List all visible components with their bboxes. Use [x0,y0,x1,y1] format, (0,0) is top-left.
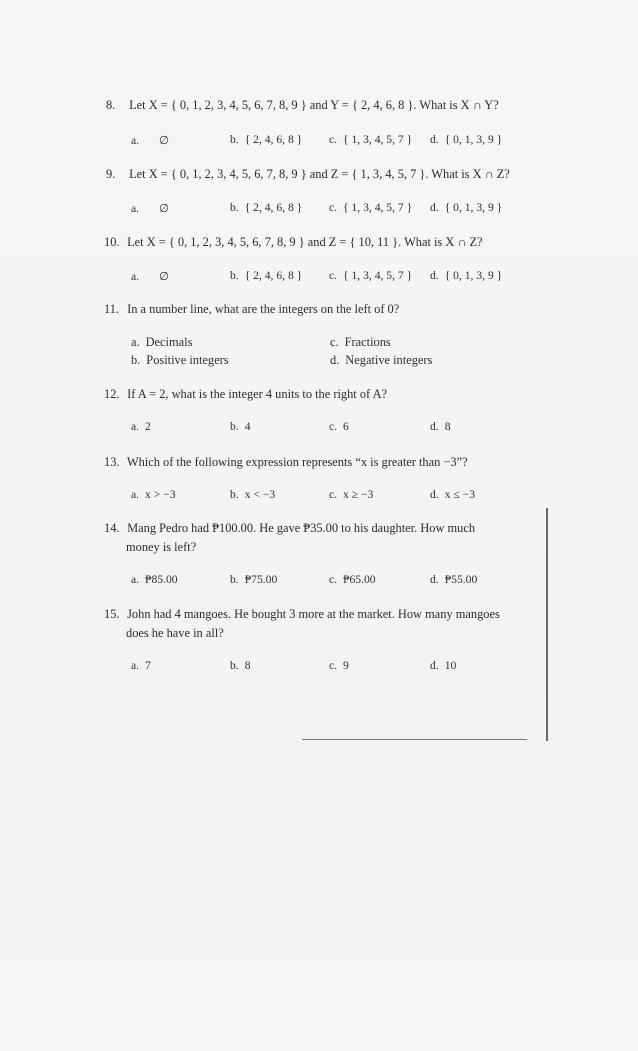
option-b[interactable] [230,268,302,284]
option-d[interactable] [430,572,477,588]
option-letter: b. [230,133,239,146]
question-12 [104,385,387,404]
option-d[interactable] [430,200,502,216]
option-letter: c. [329,659,338,672]
option-letter: d. [430,659,439,672]
option-value: { 1, 3, 4, 5, 7 } [343,201,413,214]
option-a[interactable] [131,133,169,149]
option-letter: c. [330,335,339,349]
option-letter: a. [131,270,140,283]
option-value: { 0, 1, 3, 9 } [444,133,503,146]
bottom-rule [302,739,527,740]
option-b[interactable] [230,200,302,216]
option-letter: b. [230,201,239,214]
option-value: { 0, 1, 3, 9 } [444,201,503,214]
option-d[interactable] [430,268,502,284]
question-number: 9. [106,167,116,181]
option-letter: c. [329,420,338,433]
option-value: 10 [444,659,457,672]
option-value: ∅ [159,134,170,147]
option-a[interactable] [131,201,169,217]
option-d[interactable] [430,132,502,148]
option-b[interactable] [230,658,251,674]
question-text: Which of the following expression represents “x is greater than −3”? [126,455,468,469]
option-value: Positive integers [146,353,229,367]
option-value: { 0, 1, 3, 9 } [444,269,503,282]
option-letter: b. [230,420,239,433]
option-value: ₱65.00 [343,573,376,586]
question-14 [104,519,529,557]
option-b[interactable] [230,419,251,435]
option-value: 8 [444,420,451,433]
question-13 [104,453,468,472]
option-a[interactable] [131,658,151,674]
option-b[interactable] [230,132,302,148]
option-letter: d. [430,420,439,433]
option-c[interactable] [329,132,412,148]
option-value: 4 [244,420,251,433]
option-letter: a. [131,420,140,433]
option-d[interactable] [430,658,456,674]
option-d[interactable] [330,352,432,368]
option-value: 7 [145,659,151,672]
option-a[interactable] [131,487,176,503]
option-letter: d. [430,488,439,501]
question-number: 15. [104,607,120,621]
option-letter: c. [329,133,338,146]
option-value: ₱55.00 [444,573,478,586]
option-value: ∅ [159,270,170,283]
question-text: Let X = { 0, 1, 2, 3, 4, 5, 6, 7, 8, 9 } and Z = { 10, 11 }. What is X ∩ Z? [127,235,483,249]
question-number: 13. [104,455,120,469]
question-15 [104,605,529,643]
question-text-continued: does he have in all? [126,626,224,640]
right-margin-rule [546,508,548,741]
option-value: x ≤ −3 [444,488,475,501]
option-a[interactable] [131,334,192,350]
option-value: 9 [343,659,349,672]
question-number: 10. [104,235,120,249]
option-letter: d. [430,269,439,282]
option-value: ₱85.00 [145,573,178,586]
question-11 [104,300,399,319]
option-letter: c. [329,201,338,214]
question-text: If A = 2, what is the integer 4 units to the right of A? [127,387,388,401]
option-value: { 2, 4, 6, 8 } [244,201,303,214]
option-a[interactable] [131,419,151,435]
option-c[interactable] [329,200,412,216]
option-value: ₱75.00 [244,573,278,586]
option-value: { 2, 4, 6, 8 } [244,269,303,282]
question-text: John had 4 mangoes. He bought 3 more at the market. How many mangoes [127,607,500,621]
option-c[interactable] [330,334,391,350]
option-b[interactable] [230,487,275,503]
option-letter: a. [131,573,140,586]
question-text-continued: money is left? [126,540,197,554]
option-letter: a. [131,335,140,349]
question-text: Let X = { 0, 1, 2, 3, 4, 5, 6, 7, 8, 9 } and Y = { 2, 4, 6, 8 }. What is X ∩ Y? [129,98,499,112]
question-number: 12. [104,387,120,401]
question-number: 11. [104,302,120,316]
option-value: { 1, 3, 4, 5, 7 } [343,269,413,282]
option-c[interactable] [329,572,376,588]
option-value: 8 [244,659,251,672]
option-letter: a. [131,488,140,501]
option-a[interactable] [131,269,169,285]
option-letter: b. [230,488,239,501]
option-value: { 2, 4, 6, 8 } [244,133,303,146]
option-a[interactable] [131,572,178,588]
option-letter: c. [329,269,338,282]
option-letter: d. [430,573,439,586]
question-10 [104,233,483,252]
option-d[interactable] [430,419,451,435]
option-c[interactable] [329,268,412,284]
option-value: 6 [343,420,349,433]
option-letter: b. [230,573,239,586]
question-8 [106,96,499,115]
option-value: ∅ [159,202,170,215]
option-value: 2 [145,420,151,433]
option-letter: b. [230,659,239,672]
option-letter: a. [131,134,140,147]
option-d[interactable] [430,487,475,503]
option-c[interactable] [329,419,349,435]
option-value: x > −3 [145,488,176,501]
option-letter: d. [430,201,439,214]
question-text: Mang Pedro had ₱100.00. He gave ₱35.00 to his daughter. How much [127,521,476,535]
option-c[interactable] [329,658,349,674]
option-value: Negative integers [345,353,433,367]
option-letter: b. [131,353,141,367]
option-value: { 1, 3, 4, 5, 7 } [343,133,413,146]
option-value: x < −3 [244,488,276,501]
option-letter: d. [430,133,439,146]
question-9 [106,165,510,184]
question-text: In a number line, what are the integers on the left of 0? [127,302,400,316]
question-text: Let X = { 0, 1, 2, 3, 4, 5, 6, 7, 8, 9 } and Z = { 1, 3, 4, 5, 7 }. What is X ∩ Z? [129,167,510,181]
option-b[interactable] [230,572,277,588]
question-number: 14. [104,521,120,535]
option-letter: b. [230,269,239,282]
option-letter: c. [329,488,338,501]
option-c[interactable] [329,487,373,503]
option-b[interactable] [131,352,229,368]
option-letter: a. [131,202,140,215]
option-letter: d. [330,353,340,367]
question-number: 8. [106,98,116,112]
option-letter: c. [329,573,338,586]
option-value: Decimals [145,335,193,349]
option-value: x ≥ −3 [343,488,374,501]
option-value: Fractions [344,335,391,349]
option-letter: a. [131,659,140,672]
